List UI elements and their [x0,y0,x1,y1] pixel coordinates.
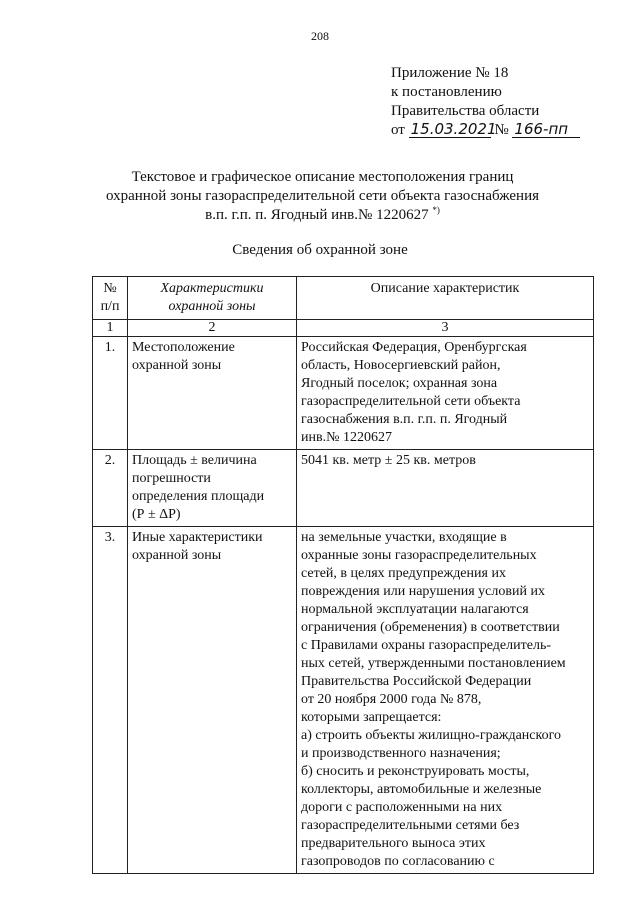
row-3-desc-line: газораспределительными сетями без [301,818,520,833]
appendix-line-1: Приложение № 18 [391,65,509,81]
header-number [93,277,128,320]
table-row-location [93,337,594,450]
appendix-line-3: Правительства области [391,103,540,119]
row-3-desc-line: нормальной эксплуатации налагаются [301,602,529,617]
header-characteristics-line-1: Характеристики [160,281,264,296]
row-3-description [297,527,594,874]
footnote-mark: *) [432,205,440,215]
column-number-3: 3 [297,320,594,337]
date-prefix: от [391,122,405,138]
row-1-desc-line: газораспределительной сети объекта [301,394,521,409]
row-2-name-line: погрешности [132,471,211,486]
row-3-desc-line: ных сетей, утвержденными постановлением [301,656,566,671]
row-3-name [128,527,297,874]
row-1-desc-line: Ягодный поселок; охранная зона [301,376,498,391]
header-number-line-2: п/п [100,299,120,314]
row-3-desc-line: с Правилами охраны газораспределитель- [301,638,551,653]
row-1-name [128,337,297,450]
row-2-name-line: (Р ± ΔР) [132,507,181,522]
row-3-number: 3. [93,527,128,874]
row-3-desc-line: которыми запрещается: [301,710,442,725]
row-3-desc-line: охранные зоны газораспределительных [301,548,537,563]
table-row-area [93,450,594,527]
handwritten-number: 166-пп [512,121,580,138]
title-line-3-text: в.п. г.п. п. Ягодный инв.№ 1220627 [205,207,429,223]
row-1-name-line: охранной зоны [132,358,222,373]
row-3-desc-line: дороги с расположенными на них [301,800,503,815]
column-number-1: 1 [93,320,128,337]
page-number: 208 [311,29,329,43]
row-3-desc-line: а) строить объекты жилищно-гражданского [301,728,561,743]
section-title: Сведения об охранной зоне [232,242,408,258]
row-2-name-line: Площадь ± величина [132,453,257,468]
appendix-block [391,64,580,140]
header-description: Описание характеристик [297,277,594,320]
row-1-desc-line: область, Новосергиевский район, [301,358,501,373]
row-1-name-line: Местоположение [132,340,235,355]
row-2-name [128,450,297,527]
row-3-name-line: охранной зоны [132,548,222,563]
title-line-2: охранной зоны газораспределительной сети объекта газоснабжения [105,188,540,204]
appendix-line-2: к постановлению [391,84,502,100]
header-characteristics [128,277,297,320]
zone-table [92,276,594,874]
title-line-3 [80,206,565,225]
column-numbers-row [93,320,594,337]
row-3-desc-line: ограничения (обременения) в соответствии [301,620,560,635]
appendix-date-line [391,121,580,140]
table-header-row [93,277,594,320]
row-1-description [297,337,594,450]
row-3-desc-line: и производственного назначения; [301,746,501,761]
header-characteristics-line-2: охранной зоны [168,299,256,314]
row-3-desc-line: б) сносить и реконструировать мосты, [301,764,530,779]
column-number-2: 2 [128,320,297,337]
row-1-desc-line: инв.№ 1220627 [301,430,392,445]
row-2-description [297,450,594,527]
table-row-other [93,527,594,874]
row-3-desc-line: повреждения или нарушения условий их [301,584,545,599]
row-3-desc-line: от 20 ноября 2000 года № 878, [301,692,482,707]
row-3-desc-line: сетей, в целях предупреждения их [301,566,506,581]
row-3-desc-line: на земельные участки, входящие в [301,530,507,545]
document-title [80,168,565,225]
title-line-1: Текстовое и графическое описание местоположения границ [131,169,514,185]
row-3-desc-line: газопроводов по согласованию с [301,854,495,869]
row-2-desc-line: 5041 кв. метр ± 25 кв. метров [301,453,476,468]
row-1-number: 1. [93,337,128,450]
header-number-line-1: № [103,281,117,296]
row-3-name-line: Иные характеристики [132,530,263,545]
number-prefix: № [494,122,509,138]
row-2-number: 2. [93,450,128,527]
row-2-name-line: определения площади [132,489,265,504]
row-3-desc-line: коллекторы, автомобильные и железные [301,782,542,797]
row-1-desc-line: газоснабжения в.п. г.п. п. Ягодный [301,412,508,427]
row-3-desc-line: Правительства Российской Федерации [301,674,532,689]
row-1-desc-line: Российская Федерация, Оренбургская [301,340,527,355]
handwritten-date: 15.03.2021 [410,120,497,138]
row-3-desc-line: предварительного выноса этих [301,836,486,851]
